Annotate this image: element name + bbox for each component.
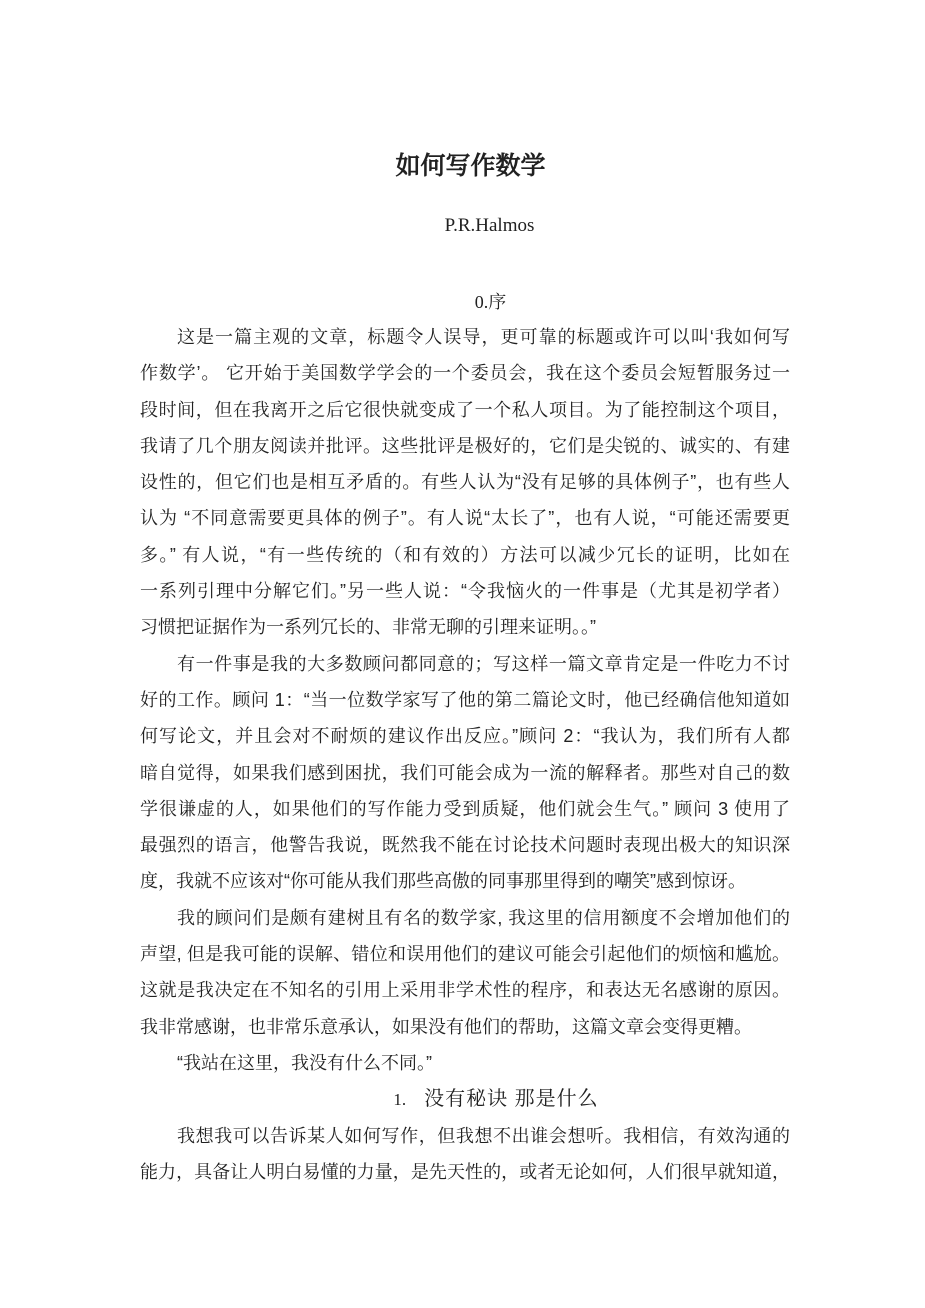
page-title [0, 146, 925, 182]
section-heading-1 [140, 1081, 790, 1117]
section-0-title: 序 [488, 292, 507, 312]
page-title-text: 如何写作数学 [395, 152, 546, 180]
text-line: 习惯把证据作为一系列冗长的、非常无聊的引理来证明。。” [140, 617, 596, 638]
text-line: 这是一篇主观的文章，标题令人误导，更可靠的标题或许可以叫‘我如何写 [177, 327, 790, 347]
section-heading-0 [0, 288, 925, 314]
text-line: 声望, 但是我可能的误解、错位和误用他们的建议可能会引起他们的烦恼和尴尬。 [140, 944, 790, 965]
text-line: 最强烈的语言，他警告我说，既然我不能在讨论技术问题时表现出极大的知识深 [140, 835, 790, 856]
body-text [140, 319, 790, 1190]
text-line: 我非常感谢，也非常乐意承认，如果没有他们的帮助，这篇文章会变得更糟。 [140, 1016, 752, 1037]
text-line: 度，我就不应该对“你可能从我们那些高傲的同事那里得到的嘲笑”感到惊讶。 [140, 871, 746, 892]
text-line: 多。” 有人说，“有一些传统的（和有效的）方法可以减少冗长的证明，比如在 [140, 544, 790, 565]
text-line: 一系列引理中分解它们。”另一些人说：“令我恼火的一件事是（尤其是初学者） [140, 581, 790, 602]
text-line: 这就是我决定在不知名的引用上采用非学术性的程序，和表达无名感谢的原因。 [140, 980, 790, 1001]
author-name-text: P.R.Halmos [444, 215, 535, 236]
text-line: 学很谦虚的人，如果他们的写作能力受到质疑，他们就会生气。” 顾问 3 使用了 [140, 798, 790, 819]
text-line: 何写论文，并且会对不耐烦的建议作出反应。”顾问 2：“我认为，我们所有人都 [140, 726, 790, 747]
text-line: 我想我可以告诉某人如何写作，但我想不出谁会想听。我相信，有效沟通的 [177, 1125, 790, 1146]
text-line: 好的工作。顾问 1：“当一位数学家写了他的第二篇论文时，他已经确信他知道如 [140, 689, 790, 710]
text-line: 段时间，但在我离开之后它很快就变成了一个私人项目。为了能控制这个项目， [140, 399, 790, 420]
text-line: 能力，具备让人明白易懂的力量，是先天性的，或者无论如何，人们很早就知道， [140, 1161, 790, 1182]
section-1-title: 没有秘诀 那是什么 [424, 1088, 599, 1111]
quote-line: “我站在这里，我没有什么不同。” [177, 1052, 432, 1073]
section-1-number: 1. [393, 1090, 407, 1110]
text-line: 设性的，但它们也是相互矛盾的。有些人认为“没有足够的具体例子”，也有些人 [140, 472, 790, 493]
text-line: 我的顾问们是颇有建树且有名的数学家, 我这里的信用额度不会增加他们的 [177, 907, 790, 928]
text-line: 暗自觉得，如果我们感到困扰，我们可能会成为一流的解释者。那些对自己的数 [140, 762, 790, 783]
text-line: 我请了几个朋友阅读并批评。这些批评是极好的，它们是尖锐的、诚实的、有建 [140, 435, 790, 456]
text-line: 认为 “不同意需要更具体的例子”。有人说“太长了”，也有人说，“可能还需要更 [140, 508, 790, 529]
section-0-number: 0. [474, 292, 489, 312]
author-name [0, 215, 925, 237]
text-line: 作数学’。 它开始于美国数学学会的一个委员会，我在这个委员会短暂服务过一 [140, 363, 790, 384]
text-line: 有一件事是我的大多数顾问都同意的；写这样一篇文章肯定是一件吃力不讨 [177, 653, 790, 674]
